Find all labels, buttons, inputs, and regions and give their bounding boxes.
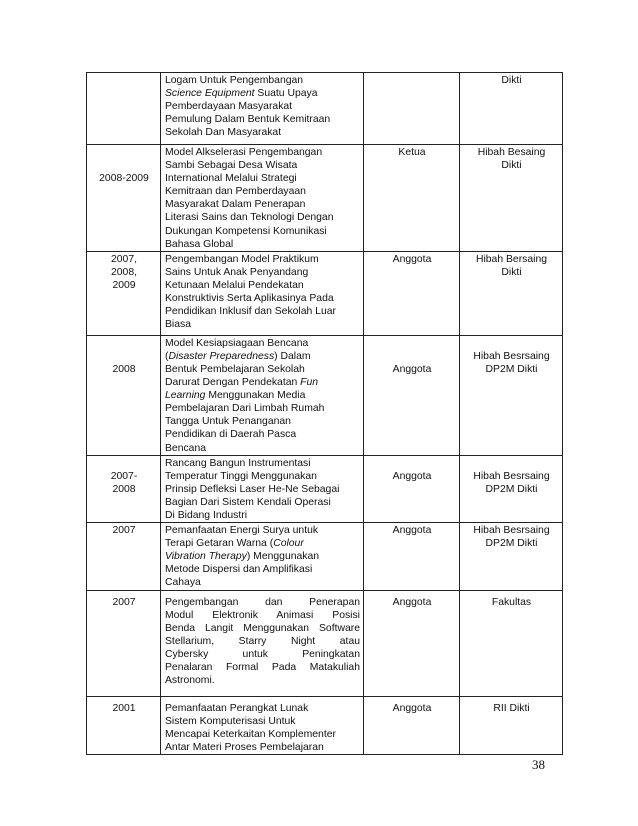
title-text: Tangga Untuk Penanganan [165,416,291,428]
title-line [165,428,360,441]
role-cell [364,590,460,696]
year-cell-line: 2008 [112,363,136,375]
funding-source-cell-line: RII Dikti [493,702,530,714]
title-text: International Melalui Strategi [165,173,297,185]
title-text: Logam Untuk Pengembangan [165,75,304,86]
title-text: Dukungan Kompetensi Komunikasi [165,225,327,237]
year-cell [87,523,161,590]
role-cell-line: Ketua [398,147,426,158]
title-line [165,470,360,483]
title-line [165,674,360,687]
role-cell-line [368,350,456,363]
year-cell-line [91,457,157,470]
title-line [165,702,360,715]
research-title-cell [161,251,364,335]
title-text: Di Bidang Industri [165,509,248,521]
role-cell-line: Anggota [392,363,432,375]
funding-source-cell-line: Dikti [501,75,522,86]
title-text: Mencapai Keterkaitan Komplementer [165,728,336,740]
role-cell-line [368,74,456,87]
title-text: ) Dalam [274,350,311,362]
title-line [165,185,360,198]
title-text: Sekolah Dan Masyarakat [165,127,282,139]
italic-term: Disaster Preparedness [168,350,275,362]
research-title-cell [161,455,364,522]
year-cell-line [91,350,157,363]
title-text: Antar Materi Proses Pembelajaran [165,741,324,753]
title-text: Pengembangan Model Praktikum [165,253,319,265]
funding-source-cell [460,251,563,335]
table-row [87,590,563,696]
title-text: Bencana [165,442,207,454]
title-line [165,100,360,113]
title-text: Pendidikan Inklusif dan Sekolah Luar [165,306,336,318]
title-line [165,661,360,674]
year-cell [87,73,161,145]
role-cell [364,251,460,335]
title-line [165,483,360,496]
research-title-cell [161,590,364,696]
funding-source-cell [460,145,563,252]
role-cell [364,335,460,455]
title-line [165,113,360,126]
title-line [165,389,360,402]
year-cell-line: 2007 [112,596,136,608]
title-line [165,159,360,172]
year-cell-line: 2008, [110,266,137,278]
role-cell-line: Anggota [392,702,432,714]
title-text: Ketunaan Melalui Pendekatan [165,279,304,291]
research-title-cell [161,696,364,754]
research-title-cell [161,335,364,455]
funding-source-cell [460,335,563,455]
title-text: Astronomi. [165,675,215,687]
title-text: Pengembangan dan Penerapan [165,596,360,608]
funding-source-cell-line: Hibah Besrsaing [473,350,550,362]
title-line [165,609,360,622]
title-line [165,415,360,428]
title-line [165,728,360,741]
role-cell [364,523,460,590]
title-line [165,318,360,331]
table-row [87,335,563,455]
title-line [165,363,360,376]
funding-source-cell-line: DP2M Dikti [485,538,538,550]
title-line [165,305,360,318]
title-text: Sambi Sebagai Desa Wisata [165,160,298,172]
funding-source-cell [460,590,563,696]
title-line [165,266,360,279]
funding-source-cell-line [464,337,559,350]
title-line [165,496,360,509]
year-cell-line: 2008-2009 [99,173,149,185]
role-cell-line: Anggota [392,253,432,265]
title-line [165,292,360,305]
title-line [165,172,360,185]
funding-source-cell [460,523,563,590]
italic-term: Science Equipment [165,88,255,100]
year-cell-line [91,74,157,87]
title-text: Masyarakat Dalam Penerapan [165,199,306,211]
title-line [165,126,360,139]
title-text: Cahaya [165,577,201,589]
title-text: Biasa [165,319,191,331]
funding-source-cell-line: Hibah Besrsaing [473,525,550,537]
title-line [165,74,360,87]
title-line [165,279,360,292]
research-history-table [86,72,563,755]
table-row [87,73,563,145]
funding-source-cell [460,455,563,522]
funding-source-cell-line: DP2M Dikti [485,483,538,495]
title-line [165,715,360,728]
italic-term: Learning [165,390,206,402]
title-line [165,376,360,389]
year-cell-line [91,337,157,350]
title-text: Modul Elektronik Animasi Posisi [165,609,360,621]
year-cell [87,696,161,754]
year-cell [87,335,161,455]
title-line [165,402,360,415]
title-text: Bentuk Pembelajaran Sekolah [165,363,305,375]
title-text: Sistem Komputerisasi Untuk [165,715,296,727]
title-text: Temperatur Tinggi Menggunakan [165,470,317,482]
title-text: Penalaran Formal Pada Matakuliah [165,662,360,673]
title-line [165,225,360,238]
title-line [165,198,360,211]
title-text: Kemitraan dan Pemberdayaan [165,186,306,198]
title-line [165,635,360,648]
title-text: Pemberdayaan Masyarakat [165,101,293,113]
title-line [165,146,360,159]
role-cell-line: Anggota [392,470,432,482]
title-line [165,87,360,100]
title-text: ) Menggunakan [246,551,320,563]
year-cell [87,251,161,335]
title-line [165,537,360,550]
role-cell-line: Anggota [392,596,432,608]
research-title-cell [161,145,364,252]
title-text: Bahasa Global [165,238,234,250]
role-cell [364,145,460,252]
funding-source-cell-line: Dikti [501,266,522,278]
research-title-cell [161,73,364,145]
italic-term: Fun [300,377,319,389]
funding-source-cell-line: Dikti [501,160,522,172]
funding-source-cell-line [464,457,559,470]
year-cell [87,455,161,522]
title-line [165,741,360,754]
title-text: Prinsip Defleksi Laser He-Ne Sebagai [165,483,340,495]
title-text: Sains Untuk Anak Penyandang [165,266,309,278]
title-line [165,596,360,609]
title-text: ( [165,350,169,362]
title-line [165,211,360,224]
table-row [87,523,563,590]
title-text: Pembelajaran Dari Limbah Rumah [165,403,325,415]
title-text: Model Kesiapsiagaan Bencana [165,337,309,349]
role-cell-line: Anggota [392,525,432,537]
role-cell [364,455,460,522]
title-text: Konstruktivis Serta Aplikasinya Pada [165,293,334,305]
role-cell [364,73,460,145]
title-text: Pemanfaatan Perangkat Lunak [165,702,309,714]
title-line [165,576,360,589]
italic-term: Colour [273,538,304,550]
title-text: Literasi Sains dan Teknologi Dengan [165,212,334,224]
title-text: Suatu Upaya [254,88,318,100]
title-line [165,238,360,251]
title-text: Cybersky untuk Peningkatan [165,648,360,660]
title-line [165,563,360,576]
funding-source-cell-line: Hibah Besaing [477,147,546,158]
table-row [87,455,563,522]
funding-source-cell-line: Hibah Besrsaing [473,470,550,482]
title-text: Metode Dispersi dan Amplifikasi [165,564,313,576]
title-text: Pendidikan di Daerah Pasca [165,429,297,441]
title-line [165,524,360,537]
table-row [87,696,563,754]
funding-source-cell [460,73,563,145]
title-line [165,253,360,266]
italic-term: Vibration Therapy [165,551,247,563]
title-text: Terapi Getaran Warna ( [165,538,274,550]
title-text: Benda Langit Menggunakan Software [165,622,360,634]
funding-source-cell [460,696,563,754]
year-cell-line: 2007 [112,525,136,537]
title-text: Pemulung Dalam Bentuk Kemitraan [165,114,331,126]
year-cell-line: 2009 [112,279,136,291]
funding-source-cell-line: Hibah Bersaing [475,253,548,265]
role-cell-line [368,337,456,350]
year-cell-line: 2007, [110,253,137,265]
year-cell-line: 2007- [110,470,138,482]
title-line [165,509,360,522]
title-text: Rancang Bangun Instrumentasi [165,457,311,469]
year-cell [87,590,161,696]
table-body [87,73,563,755]
title-text: Menggunakan Media [205,390,306,402]
title-text: Darurat Dengan Pendekatan [165,377,301,389]
title-line [165,648,360,661]
year-cell-line [91,159,157,172]
title-line [165,337,360,350]
title-line [165,550,360,563]
role-cell-line [368,457,456,470]
page-number: 38 [532,757,545,772]
title-text: Stellarium, Starry Night atau [165,635,360,647]
year-cell-line [91,146,157,159]
funding-source-cell-line: DP2M Dikti [485,363,538,375]
title-line [165,622,360,635]
title-text: Bagian Dari Sistem Kendali Operasi [165,496,331,508]
year-cell-line: 2001 [112,702,136,714]
title-text: Pemanfaatan Energi Surya untuk [165,525,319,537]
table-row [87,251,563,335]
research-title-cell [161,523,364,590]
title-line [165,442,360,455]
year-cell [87,145,161,252]
title-line [165,457,360,470]
table-row [87,145,563,252]
title-line [165,350,360,363]
title-text: Model Alkselerasi Pengembangan [165,147,323,158]
year-cell-line: 2008 [112,483,136,495]
funding-source-cell-line: Fakultas [491,596,532,608]
role-cell [364,696,460,754]
